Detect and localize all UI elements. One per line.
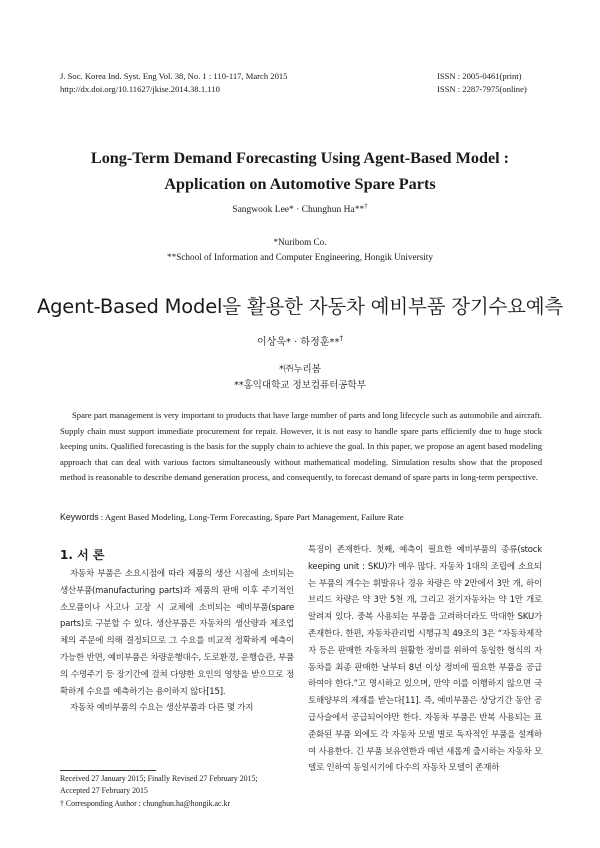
- journal-citation: J. Soc. Korea Ind. Syst. Eng Vol. 38, No. 1 : 110-117, March 2015: [60, 71, 288, 81]
- journal-header: [60, 70, 400, 96]
- footnote-corresponding: † Corresponding Author : chunghun.ha@hongik.ac.kr: [60, 798, 231, 808]
- abstract-text: Spare part management is very important to products that have large number of parts and long lifecycle such as automobile and aircraft. Supply chain must support immediate procurement for repair. However, it is not easy to handle spare parts efficiently due to huge stock keeping units. Qualified forecasting is the basis for the supply chain to achieve the goal. In this paper, we propose an agent based modeling approach that can deal with various factors simultaneously without mathematical modeling. Simulation results show that the proposed method is reasonable to describe demand generation process, and consequently, to forecast demand of spare parts in long-term perspective.: [60, 410, 542, 483]
- issn-block: [437, 70, 577, 96]
- affiliation-ko-2: **홍익대학교 정보컴퓨터공학부: [234, 380, 366, 391]
- affiliation-1: *Nuribom Co.: [273, 237, 327, 247]
- authors-english: [0, 202, 600, 215]
- corresponding-mark-ko: †: [339, 334, 343, 343]
- keywords-label: Keywords: [60, 512, 99, 522]
- affiliations-english: [0, 235, 600, 265]
- issn-print: ISSN : 2005-0461(print): [437, 71, 522, 81]
- keywords-separator: :: [98, 512, 105, 522]
- footnote-received: Received 27 January 2015; Finally Revised 27 February 2015;: [60, 774, 258, 783]
- body-paragraph: 자동차 부품은 소요시점에 따라 제품의 생산 시점에 소비되는 생산부품(manufacturing parts)과 제품의 판매 이후 주기적인 소모품이나 사고나 고장 시 교체에 소비되는 예비부품(spare parts)로 구분할 수 있다. 생산부품은 자동차의 생산량과 제조업체의 주문에 의해 결정되므로 그 수요를 비교적 정확하게 예측이 가능한 반면, 예비부품은 차량운행대수, 도로환경, 운행습관, 부품의 수명주기 등 장기간에 걸쳐 다양한 요인의 영향을 받으므로 정확하게 수요를 예측하기는 용이하지 않다[15].: [60, 569, 294, 697]
- author-names: Sangwook Lee* · Chunghun Ha**: [232, 205, 365, 216]
- title-line-2: Application on Automotive Spare Parts: [164, 175, 436, 193]
- body-paragraph: 자동차 예비부품의 수요는 생산부품과 다른 몇 가지: [70, 703, 254, 714]
- author-names-ko: 이상욱* · 하정훈**: [257, 337, 340, 348]
- body-paragraph: 특징이 존재한다. 첫째, 예측이 필요한 예비부품의 종류(stock keeping unit : SKU)가 매우 많다. 자동차 1대의 조립에 소요되는 부품의 개수는 휘발유나 경유 차량은 약 2만에서 3만 개, 하이브리드 차량은 약 3만 5천 개, 그리고 전기자동차는 약 1만 개로 알려져 있다. 중복 사용되는 부품을 고려하더라도 막대한 SKU가 존재한다. 한편, 자동차관리법 시행규칙 49조의 3은 “자동차제작자 등은 판매한 자동차의 원활한 정비를 위하여 동일한 형식의 자동차를 최종 판매한 날부터 8년 이상 정비에 필요한 부품을 공급하여야 한다.”고 명시하고 있으며, 만약 이를 이행하지 않으면 국토해양부의 제재를 받는다[11]. 즉, 예비부품은 상당기간 동안 공급사슬에서 공급되어야만 한다. 자동차 부품은 반복 사용되는 표준화된 부품 외에도 각 자동차 모델 별로 독자적인 부품을 설계하여 사용한다. 긴 부품 보유연한과 매년 새롭게 출시하는 자동차 모델로 인하여 동일시기에 다수의 자동차 모델이 존재하: [308, 545, 542, 774]
- abstract: [60, 408, 542, 486]
- affiliations-korean: [0, 362, 600, 394]
- keywords: [60, 512, 542, 522]
- affiliation-2: **School of Information and Computer Engineering, Hongik University: [167, 252, 433, 262]
- authors-korean: [0, 333, 600, 348]
- issn-online: ISSN : 2287-7975(online): [437, 84, 527, 94]
- paper-title-english: [0, 145, 600, 197]
- doi-link[interactable]: http://dx.doi.org/10.11627/jkise.2014.38.1.110: [60, 84, 220, 94]
- keywords-text: Agent Based Modeling, Long-Term Forecasting, Spare Part Management, Failure Rate: [104, 512, 404, 522]
- footnote-accepted: Accepted 27 February 2015: [60, 786, 148, 796]
- affiliation-ko-1: *㈜누리봄: [279, 364, 321, 375]
- title-line-1: Long-Term Demand Forecasting Using Agent-Based Model :: [90, 149, 510, 167]
- footnote-divider: [60, 770, 156, 771]
- footnotes: [60, 773, 300, 810]
- paper-title-korean: Agent-Based Model을 활용한 자동차 예비부품 장기수요예측: [36, 295, 564, 318]
- body-column-left: [60, 566, 294, 717]
- corresponding-mark: †: [364, 202, 368, 210]
- body-column-right: [308, 542, 542, 777]
- section-heading-introduction: 1. 서 론: [60, 548, 105, 562]
